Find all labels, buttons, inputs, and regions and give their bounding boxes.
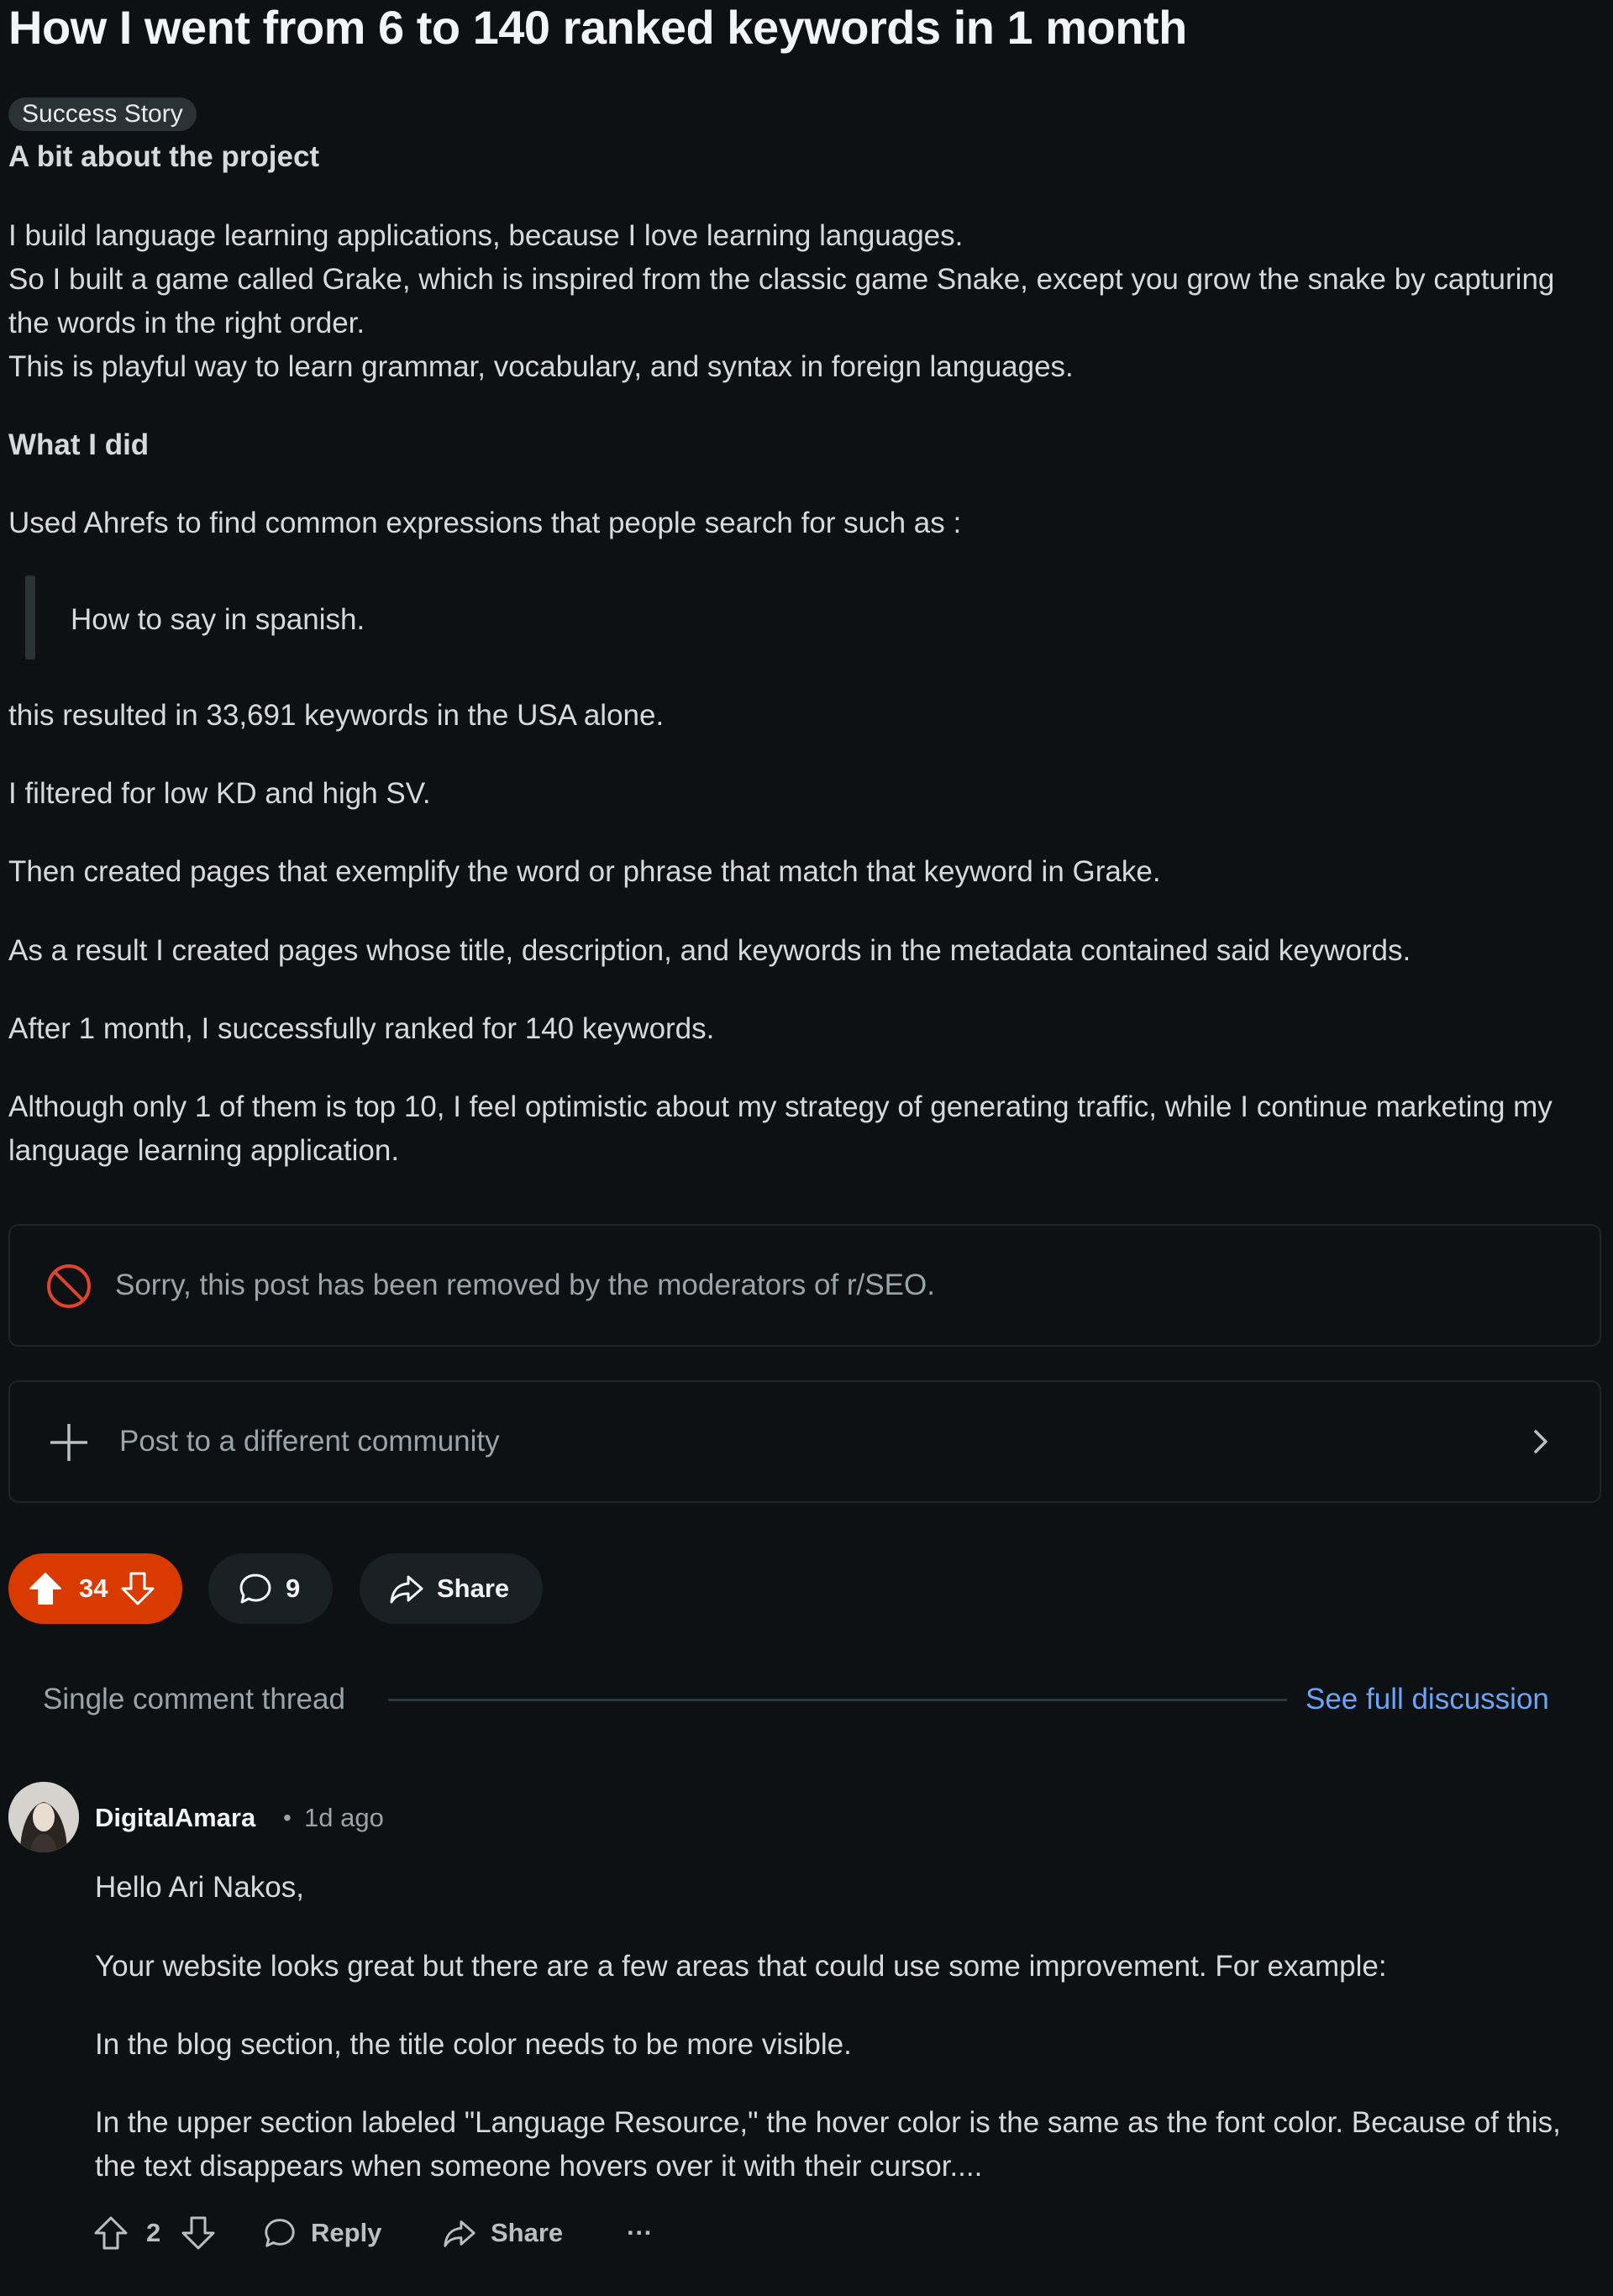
crosspost-button[interactable] (8, 1380, 1601, 1503)
downvote-icon[interactable] (119, 1570, 156, 1607)
reply-button[interactable] (262, 2209, 381, 2257)
comment-icon (237, 1570, 274, 1607)
comment-separator: • (283, 1805, 292, 1831)
removed-notice-text: Sorry, this post has been removed by the moderators of r/SEO. (115, 1269, 935, 1301)
section-heading-what-i-did: What I did (8, 428, 150, 461)
reply-label: Reply (311, 2218, 382, 2247)
comment-share-label: Share (491, 2218, 564, 2247)
body-paragraph: So I built a game called Grake, which is inspired from the classic game Snake, except you grow the snake by capturing the words in the right order. (8, 263, 1555, 339)
body-paragraph: This is playful way to learn grammar, vocabulary, and syntax in foreign languages. (8, 350, 1074, 383)
removed-notice (8, 1224, 1601, 1347)
see-full-discussion-link[interactable]: See full discussion (1306, 1683, 1549, 1715)
body-paragraph: this resulted in 33,691 keywords in the USA alone. (8, 699, 665, 732)
comment-share-button[interactable] (442, 2209, 563, 2257)
comment-paragraph: In the blog section, the title color needs to be more visible. (95, 2028, 852, 2061)
comments-button[interactable] (208, 1553, 333, 1624)
blockquote-bar (25, 575, 35, 659)
comment-paragraph: In the upper section labeled "Language Resource," the hover color is the same as the font color. Because of this, the text disappears when someone hovers over it with their cursor.... (95, 2106, 1561, 2183)
plus-icon (45, 1419, 92, 1466)
body-paragraph: Used Ahrefs to find common expressions that people search for such as : (8, 507, 962, 539)
vote-control (8, 1553, 182, 1624)
comment-count: 9 (286, 1574, 301, 1603)
upvote-icon[interactable] (27, 1570, 64, 1607)
body-paragraph: As a result I created pages whose title, description, and keywords in the metadata contained said keywords. (8, 934, 1411, 967)
share-label: Share (437, 1574, 510, 1603)
blocked-icon (45, 1263, 92, 1310)
section-heading-project: A bit about the project (8, 140, 320, 173)
comment-upvote-icon[interactable] (92, 2209, 129, 2257)
share-button[interactable] (360, 1553, 543, 1624)
body-paragraph: Although only 1 of them is top 10, I feel optimistic about my strategy of generating traffic, while I continue marketing my language learning application. (8, 1090, 1553, 1167)
comment-timestamp: 1d ago (304, 1803, 384, 1832)
body-paragraph: I build language learning applications, because I love learning languages. (8, 219, 964, 252)
share-icon (388, 1570, 425, 1607)
thread-label: Single comment thread (43, 1683, 345, 1715)
comment-paragraph: Your website looks great but there are a few areas that could use some improvement. For example: (95, 1950, 1387, 1983)
body-paragraph: Then created pages that exemplify the word or phrase that match that keyword in Grake. (8, 855, 1161, 888)
share-icon (442, 2215, 477, 2251)
comment-vote-count: 2 (146, 2218, 161, 2247)
chevron-right-icon (1524, 1425, 1558, 1458)
thread-divider (388, 1699, 1287, 1701)
comment-author[interactable]: DigitalAmara (95, 1803, 256, 1832)
comment-icon (262, 2215, 297, 2251)
comment-downvote-icon[interactable] (180, 2209, 217, 2257)
avatar[interactable] (8, 1782, 79, 1852)
post-flair[interactable]: Success Story (8, 97, 197, 131)
crosspost-label: Post to a different community (119, 1425, 500, 1458)
comment-paragraph: Hello Ari Nakos, (95, 1871, 304, 1904)
body-paragraph: I filtered for low KD and high SV. (8, 777, 431, 810)
more-options-button[interactable]: ··· (627, 2218, 653, 2247)
body-paragraph: After 1 month, I successfully ranked for 140 keywords. (8, 1012, 715, 1045)
vote-count: 34 (79, 1574, 108, 1603)
blockquote-text: How to say in spanish. (71, 603, 365, 636)
post-title: How I went from 6 to 140 ranked keywords in 1 month (8, 1, 1187, 54)
